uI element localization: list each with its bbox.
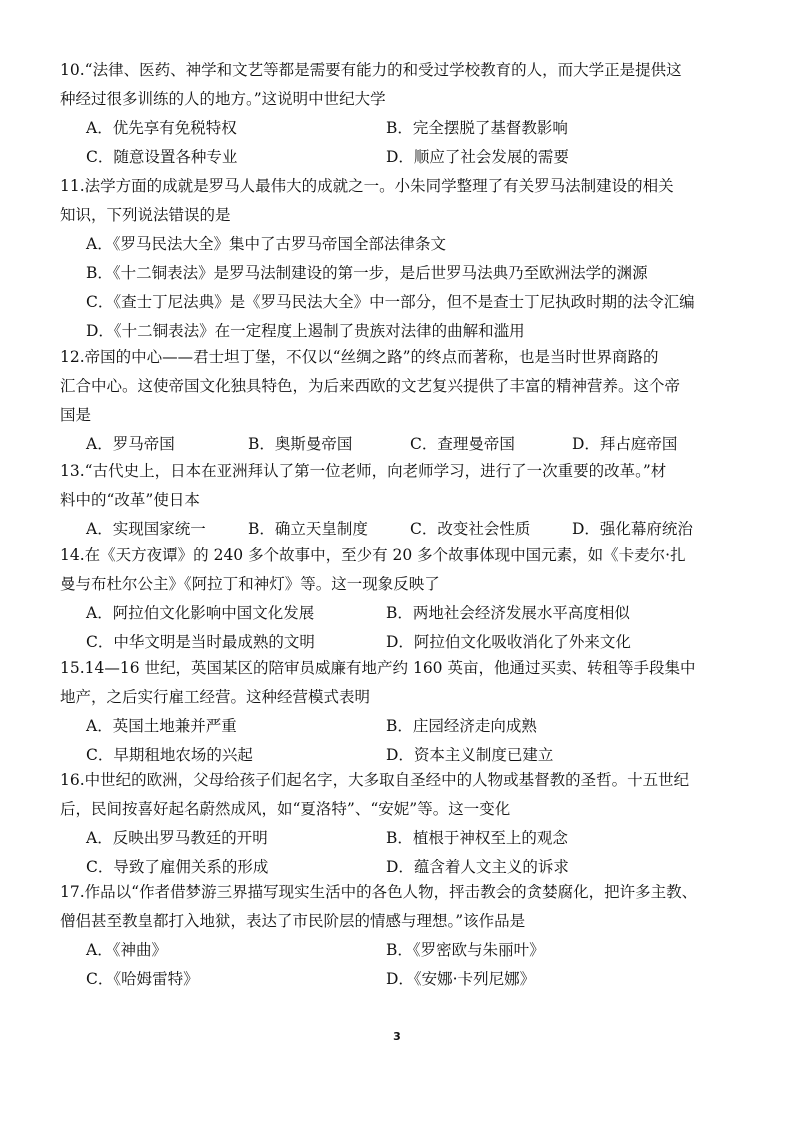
- option-b[interactable]: B．确立天皇制度: [248, 520, 368, 538]
- question-stem-line: 料中的“改革”使日本: [60, 491, 200, 509]
- option-b[interactable]: B．庄园经济走向成熟: [386, 717, 537, 735]
- option-c[interactable]: C．查理曼帝国: [410, 435, 515, 453]
- option-d[interactable]: D．拜占庭帝国: [572, 435, 678, 453]
- question-17: [60, 878, 740, 994]
- option-c[interactable]: C．改变社会性质: [410, 520, 531, 538]
- option-b[interactable]: B．完全摆脱了基督教影响: [386, 119, 568, 137]
- option-d[interactable]: D．蕴含着人文主义的诉求: [386, 858, 569, 876]
- option-d[interactable]: D．阿拉伯文化吸收消化了外来文化: [386, 633, 631, 651]
- question-stem-line: 种经过很多训练的人的地方。”这说明中世纪大学: [60, 90, 386, 108]
- option-d[interactable]: D．强化幕府统治: [572, 520, 693, 538]
- question-10: [60, 56, 740, 172]
- question-stem-line: 国是: [60, 406, 92, 424]
- option-b[interactable]: B．植根于神权至上的观念: [386, 829, 568, 847]
- option-row: [60, 143, 740, 172]
- question-stem-line: 僧侣甚至教皇都打入地狱，表达了市民阶层的情感与理想。”该作品是: [60, 912, 526, 930]
- question-15: [60, 654, 740, 770]
- question-stem-line: 汇合中心。这使帝国文化独具特色，为后来西欧的文艺复兴提供了丰富的精神营养。这个帝: [60, 377, 681, 395]
- question-14: [60, 541, 740, 657]
- option-row: [60, 965, 740, 994]
- question-stem-line: 17.作品以“作者借梦游三界描写现实生活中的各色人物，抨击教会的贪婪腐化，把许多主教、: [60, 883, 698, 901]
- option-b[interactable]: B．《十二铜表法》是罗马法制建设的第一步，是后世罗马法典乃至欧洲法学的渊源: [86, 264, 648, 282]
- option-c[interactable]: C．中华文明是当时最成熟的文明: [86, 633, 315, 651]
- option-row: [60, 430, 740, 459]
- option-b[interactable]: B．两地社会经济发展水平高度相似: [386, 604, 630, 622]
- option-d[interactable]: D．资本主义制度已建立: [386, 746, 554, 764]
- option-d[interactable]: D．《十二铜表法》在一定程度上遏制了贵族对法律的曲解和滥用: [86, 322, 525, 340]
- question-stem-line: 15.14—16 世纪，英国某区的陪审员威廉有地产约 160 英亩，他通过买卖、转租等手段集中: [60, 659, 696, 677]
- option-d[interactable]: D．顺应了社会发展的需要: [386, 148, 569, 166]
- question-stem-line: 10.“法律、医药、神学和文艺等都是需要有能力的和受过学校教育的人，而大学正是提供这: [60, 61, 682, 79]
- option-row: [60, 599, 740, 628]
- option-row: [60, 230, 740, 259]
- option-row: [60, 515, 740, 544]
- question-stem-line: 13.“古代史上，日本在亚洲拜认了第一位老师，向老师学习，进行了一次重要的改革。”材: [60, 462, 667, 480]
- option-c[interactable]: C．早期租地农场的兴起: [86, 746, 253, 764]
- question-stem-line: 知识，下列说法错误的是: [60, 206, 231, 224]
- question-stem-line: 地产，之后实行雇工经营。这种经营模式表明: [60, 688, 371, 706]
- question-13: [60, 457, 740, 544]
- option-a[interactable]: A．《神曲》: [86, 941, 167, 959]
- option-a[interactable]: A．优先享有免税特权: [86, 119, 237, 137]
- question-12: [60, 343, 740, 459]
- option-d[interactable]: D．《安娜·卡列尼娜》: [386, 970, 536, 988]
- option-a[interactable]: A．反映出罗马教廷的开明: [86, 829, 268, 847]
- question-stem-line: 14.在《天方夜谭》的 240 多个故事中，至少有 20 多个故事体现中国元素，如《卡麦尔·扎: [60, 546, 686, 564]
- question-stem-line: 12.帝国的中心——君士坦丁堡，不仅以“丝绸之路”的终点而著称，也是当时世界商路的: [60, 348, 659, 366]
- option-row: [60, 114, 740, 143]
- option-row: [60, 317, 740, 346]
- question-stem-line: 曼与布杜尔公主》《阿拉丁和神灯》等。这一现象反映了: [60, 575, 440, 593]
- option-a[interactable]: A．《罗马民法大全》集中了古罗马帝国全部法律条文: [86, 235, 446, 253]
- option-row: [60, 712, 740, 741]
- option-c[interactable]: C．《查士丁尼法典》是《罗马民法大全》中一部分，但不是查士丁尼执政时期的法令汇编: [86, 293, 695, 311]
- question-16: [60, 766, 740, 882]
- option-c[interactable]: C．《哈姆雷特》: [86, 970, 199, 988]
- option-b[interactable]: B．《罗密欧与朱丽叶》: [386, 941, 545, 959]
- option-a[interactable]: A．罗马帝国: [86, 435, 175, 453]
- question-stem-line: 16.中世纪的欧洲，父母给孩子们起名字，大多取自圣经中的人物或基督教的圣哲。十五世纪: [60, 771, 690, 789]
- question-11: [60, 172, 740, 346]
- option-c[interactable]: C．导致了雇佣关系的形成: [86, 858, 269, 876]
- option-row: [60, 936, 740, 965]
- option-a[interactable]: A．实现国家统一: [86, 520, 206, 538]
- option-row: [60, 259, 740, 288]
- option-a[interactable]: A．阿拉伯文化影响中国文化发展: [86, 604, 315, 622]
- question-stem-line: 11.法学方面的成就是罗马人最伟大的成就之一。小朱同学整理了有关罗马法制建设的相关: [60, 177, 674, 195]
- option-b[interactable]: B．奥斯曼帝国: [248, 435, 353, 453]
- question-stem-line: 后，民间按喜好起名蔚然成风，如“夏洛特”、“安妮”等。这一变化: [60, 800, 511, 818]
- option-row: [60, 628, 740, 657]
- option-a[interactable]: A．英国土地兼并严重: [86, 717, 237, 735]
- option-row: [60, 288, 740, 317]
- page-number: 3: [393, 1030, 401, 1043]
- option-c[interactable]: C．随意设置各种专业: [86, 148, 238, 166]
- option-row: [60, 824, 740, 853]
